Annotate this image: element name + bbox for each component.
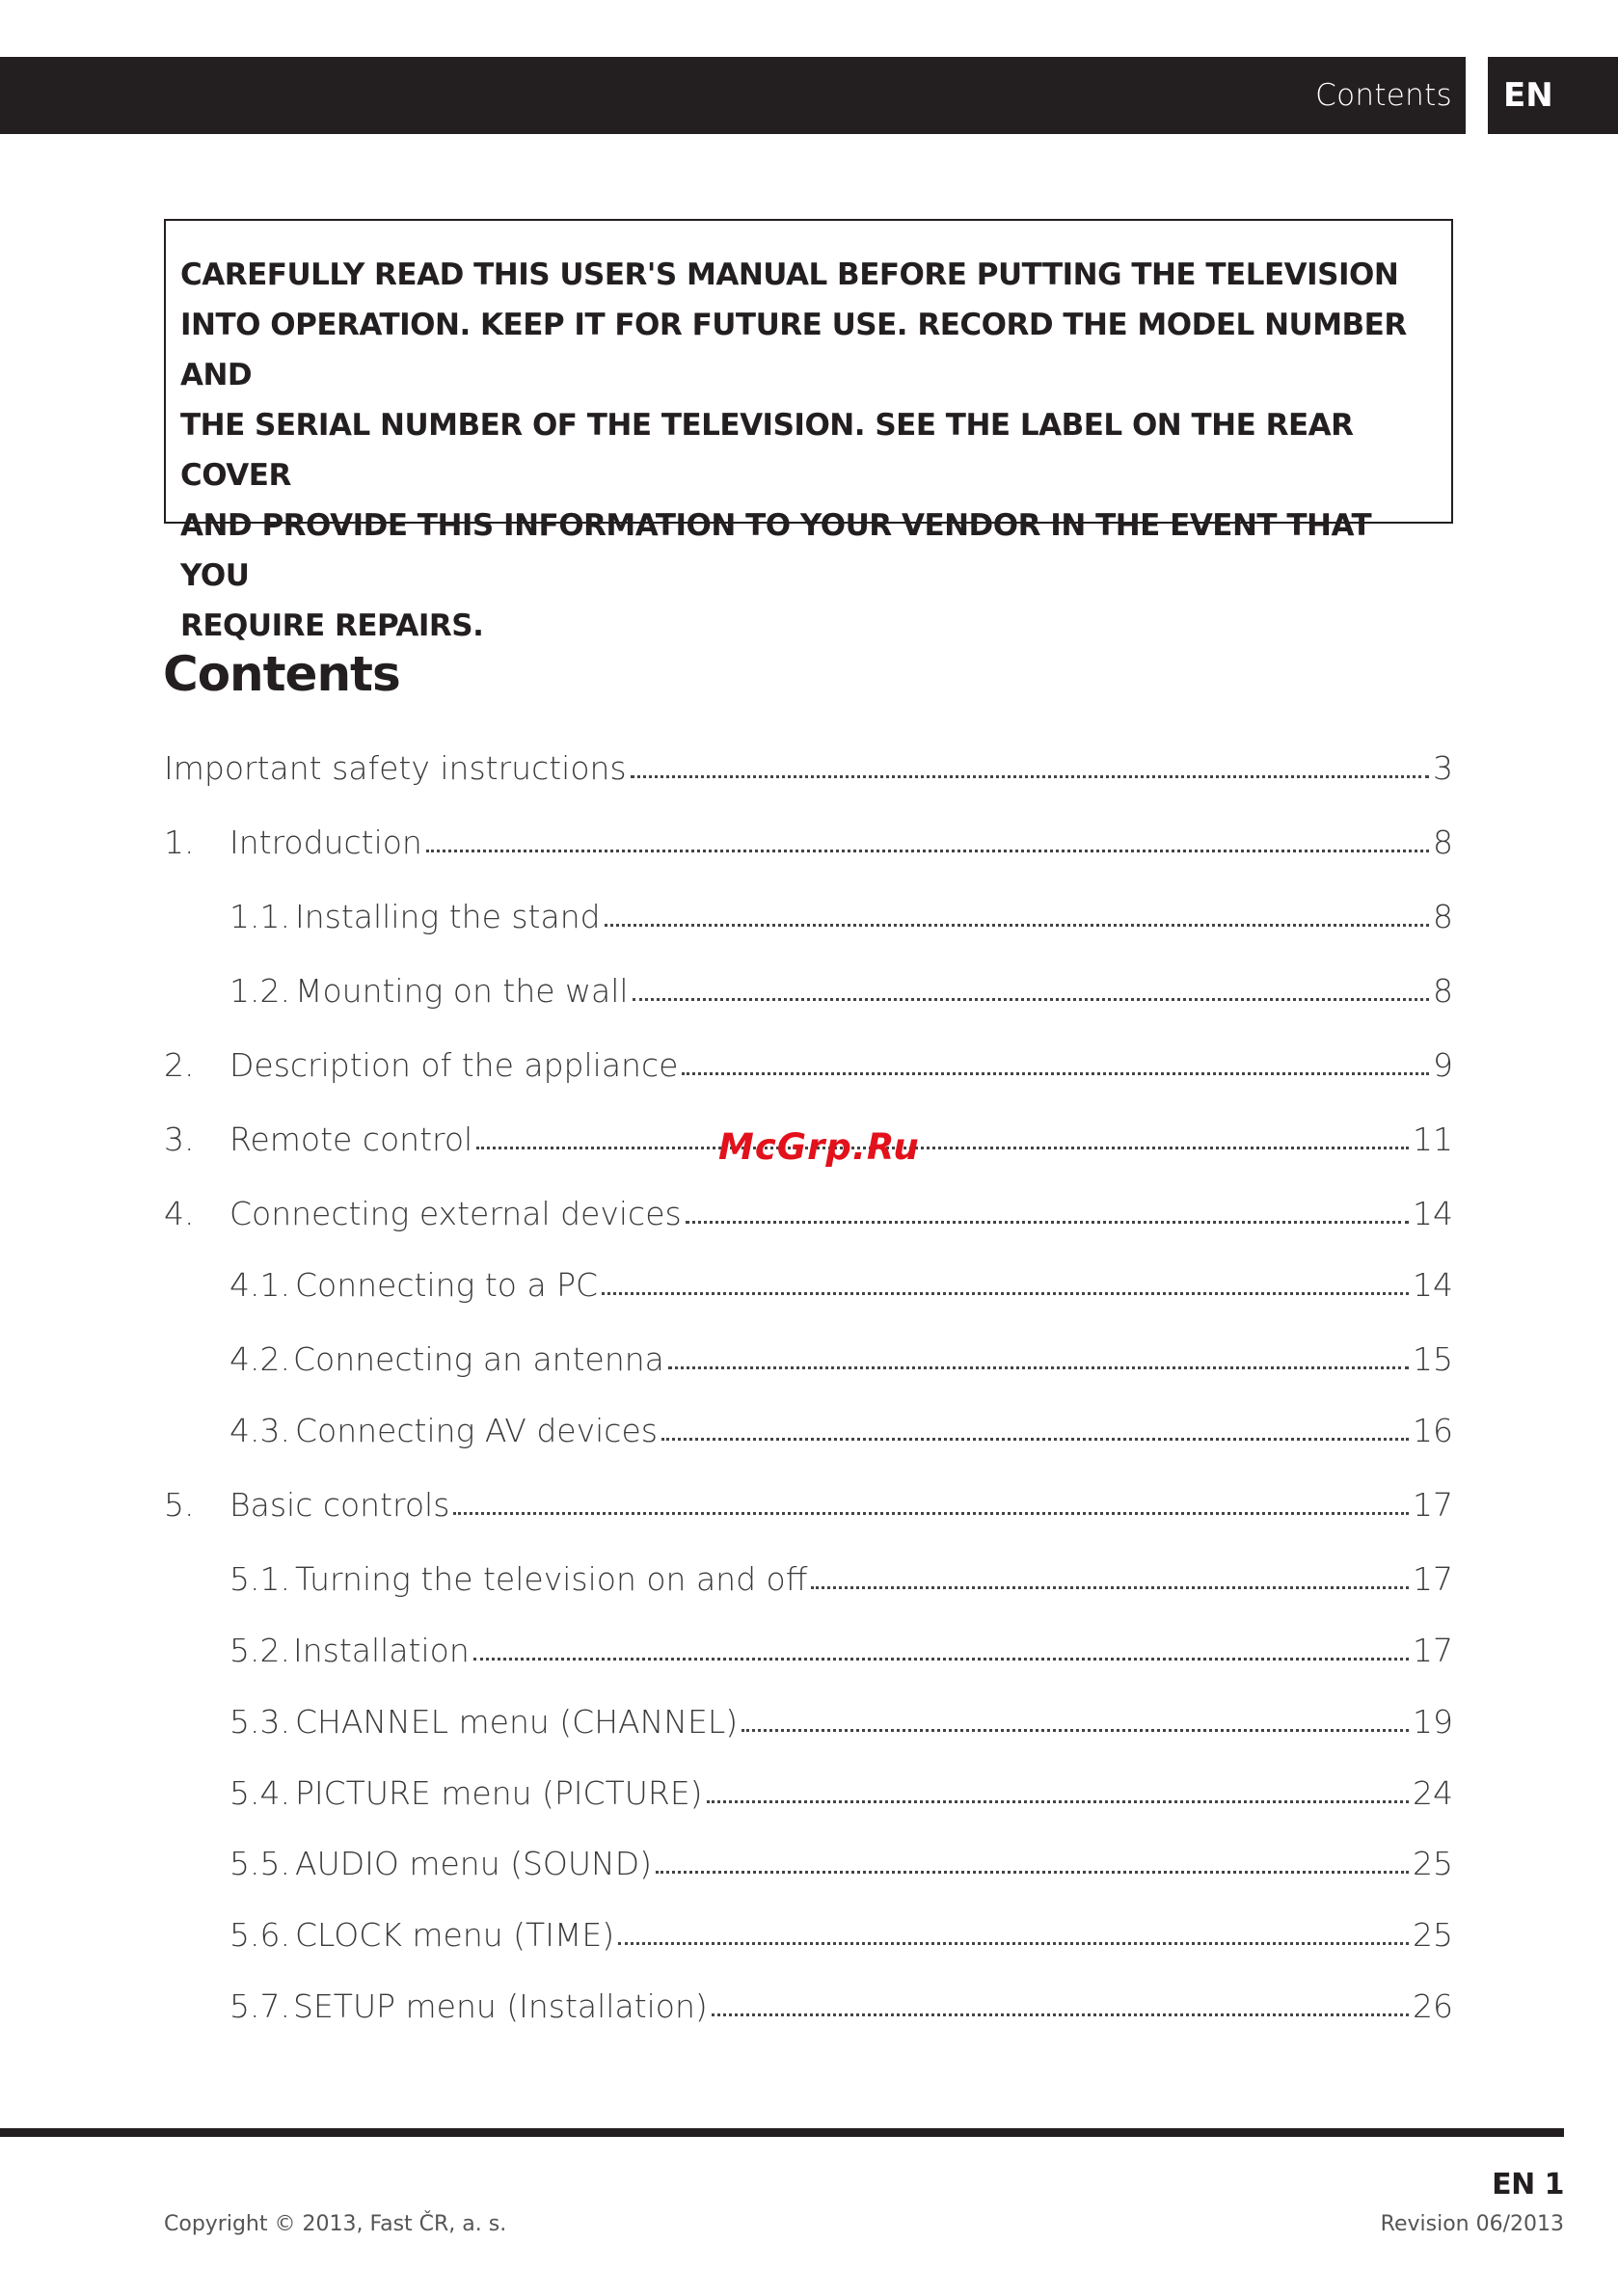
toc-entry-page: 8 xyxy=(1433,972,1453,1010)
toc-leader-dots xyxy=(473,1658,1409,1661)
toc-entry-number: 5.5. xyxy=(229,1845,290,1882)
toc-leader-dots xyxy=(682,1072,1429,1075)
toc-entry-title: Connecting AV devices xyxy=(295,1412,658,1449)
toc-entry[interactable] xyxy=(164,1768,1453,1812)
page-number: EN 1 xyxy=(1492,2168,1564,2201)
warning-line: THE SERIAL NUMBER OF THE TELEVISION. SEE THE LABEL ON THE REAR COVER xyxy=(180,408,1354,493)
warning-line: AND PROVIDE THIS INFORMATION TO YOUR VENDOR IN THE EVENT THAT YOU xyxy=(180,508,1372,593)
toc-entry-title: CLOCK menu (TIME) xyxy=(295,1916,615,1954)
toc-entry-page: 8 xyxy=(1433,898,1453,935)
copyright-text: Copyright © 2013, Fast ČR, a. s. xyxy=(164,2212,507,2236)
toc-entry-title: PICTURE menu (PICTURE) xyxy=(295,1774,703,1812)
toc-entry-number: 1. xyxy=(164,824,195,861)
toc-entry-title: Installation xyxy=(293,1632,470,1669)
toc-leader-dots xyxy=(707,1800,1409,1803)
toc-entry-number: 5.7. xyxy=(229,1987,290,2025)
toc-entry-number: 5.2. xyxy=(229,1632,290,1669)
toc-entry[interactable] xyxy=(164,1405,1453,1449)
toc-entry-number: 1.1. xyxy=(229,898,290,935)
toc-leader-dots xyxy=(742,1729,1409,1732)
toc-leader-dots xyxy=(426,850,1429,852)
toc-entry-title: Remote control xyxy=(229,1121,473,1158)
toc-entry[interactable] xyxy=(164,1479,1453,1524)
toc-leader-dots xyxy=(656,1871,1409,1874)
toc-entry[interactable] xyxy=(164,965,1453,1010)
warning-box xyxy=(164,219,1453,643)
toc-entry-title: CHANNEL menu (CHANNEL) xyxy=(295,1703,739,1741)
toc-entry-page: 19 xyxy=(1413,1703,1453,1741)
warning-line: CAREFULLY READ THIS USER'S MANUAL BEFORE PUTTING THE TELEVISION xyxy=(180,257,1399,292)
toc-entry[interactable] xyxy=(164,891,1453,935)
toc-entry-title: Turning the television on and off xyxy=(295,1560,808,1598)
toc-entry-page: 9 xyxy=(1433,1046,1453,1084)
toc-leader-dots xyxy=(712,2013,1409,2016)
toc-entry-title: Description of the appliance xyxy=(229,1046,679,1084)
contents-heading: Contents xyxy=(163,646,400,702)
toc-entry[interactable] xyxy=(164,817,1453,861)
toc-entry[interactable] xyxy=(164,1040,1453,1084)
toc-entry-number: 5.6. xyxy=(229,1916,290,1954)
toc-leader-dots xyxy=(476,1147,1409,1149)
toc-entry-number: 3. xyxy=(164,1121,195,1158)
header-bar xyxy=(0,57,1466,134)
toc-entry[interactable] xyxy=(164,1696,1453,1741)
header-title: Contents xyxy=(1315,78,1452,113)
toc-leader-dots xyxy=(618,1942,1409,1945)
toc-entry-number: 5.4. xyxy=(229,1774,290,1812)
toc-entry[interactable] xyxy=(164,1838,1453,1882)
toc-entry[interactable] xyxy=(164,1909,1453,1954)
toc-entry-page: 8 xyxy=(1433,824,1453,861)
toc-entry-page: 17 xyxy=(1413,1632,1453,1669)
toc-leader-dots xyxy=(605,924,1429,927)
toc-entry-number: 4.2. xyxy=(229,1340,290,1378)
footer-rule xyxy=(0,2128,1564,2137)
toc-entry-number: 5.3. xyxy=(229,1703,290,1741)
revision-text: Revision 06/2013 xyxy=(1380,2212,1564,2236)
toc-leader-dots xyxy=(668,1366,1409,1369)
toc-entry[interactable] xyxy=(164,743,1453,787)
toc-entry-page: 11 xyxy=(1413,1121,1453,1158)
toc-entry-number: 2. xyxy=(164,1046,195,1084)
toc-entry-page: 3 xyxy=(1433,749,1453,787)
toc-entry-title: Basic controls xyxy=(229,1486,450,1524)
toc-leader-dots xyxy=(661,1438,1409,1441)
toc-entry-page: 25 xyxy=(1413,1916,1453,1954)
toc-leader-dots xyxy=(686,1221,1409,1224)
toc-entry-page: 14 xyxy=(1413,1195,1453,1232)
toc-entry-title: Connecting external devices xyxy=(229,1195,682,1232)
toc-entry-title: Mounting on the wall xyxy=(295,972,629,1010)
toc-entry-title: Connecting to a PC xyxy=(295,1266,599,1304)
toc-entry-number: 5. xyxy=(164,1486,195,1524)
warning-line: INTO OPERATION. KEEP IT FOR FUTURE USE. RECORD THE MODEL NUMBER AND xyxy=(180,308,1407,392)
toc-entry-number: 4.3. xyxy=(229,1412,290,1449)
toc-entry-page: 17 xyxy=(1413,1486,1453,1524)
toc-leader-dots xyxy=(453,1512,1409,1515)
toc-entry-title: Connecting an antenna xyxy=(293,1340,664,1378)
toc-entry-page: 26 xyxy=(1413,1987,1453,2025)
toc-leader-dots xyxy=(602,1292,1409,1295)
toc-entry-page: 14 xyxy=(1413,1266,1453,1304)
warning-line: REQUIRE REPAIRS. xyxy=(180,608,484,643)
toc-entry-page: 25 xyxy=(1413,1845,1453,1882)
toc-entry[interactable] xyxy=(164,1553,1453,1598)
toc-leader-dots xyxy=(631,775,1429,778)
toc-entry-title: Installing the stand xyxy=(295,898,601,935)
toc-entry[interactable] xyxy=(164,1334,1453,1378)
toc-entry[interactable] xyxy=(164,1625,1453,1669)
toc-leader-dots xyxy=(633,998,1429,1001)
toc-leader-dots xyxy=(811,1586,1409,1589)
toc-entry-page: 17 xyxy=(1413,1560,1453,1598)
toc-entry-title: Important safety instructions xyxy=(164,749,627,787)
toc-entry-title: Introduction xyxy=(229,824,422,861)
toc-entry[interactable] xyxy=(164,1188,1453,1232)
toc-entry-number: 1.2. xyxy=(229,972,290,1010)
toc-entry-page: 24 xyxy=(1413,1774,1453,1812)
toc-entry[interactable] xyxy=(164,1981,1453,2025)
toc-entry-number: 5.1. xyxy=(229,1560,290,1598)
toc-entry-title: AUDIO menu (SOUND) xyxy=(295,1845,653,1882)
toc-entry-page: 15 xyxy=(1413,1340,1453,1378)
toc-entry-page: 16 xyxy=(1413,1412,1453,1449)
toc-entry[interactable] xyxy=(164,1259,1453,1304)
toc-entry-number: 4.1. xyxy=(229,1266,290,1304)
toc-entry-number: 4. xyxy=(164,1195,195,1232)
toc-entry-title: SETUP menu (Installation) xyxy=(293,1987,708,2025)
watermark: McGrp.Ru xyxy=(718,1126,920,1168)
language-badge: EN xyxy=(1488,57,1618,134)
